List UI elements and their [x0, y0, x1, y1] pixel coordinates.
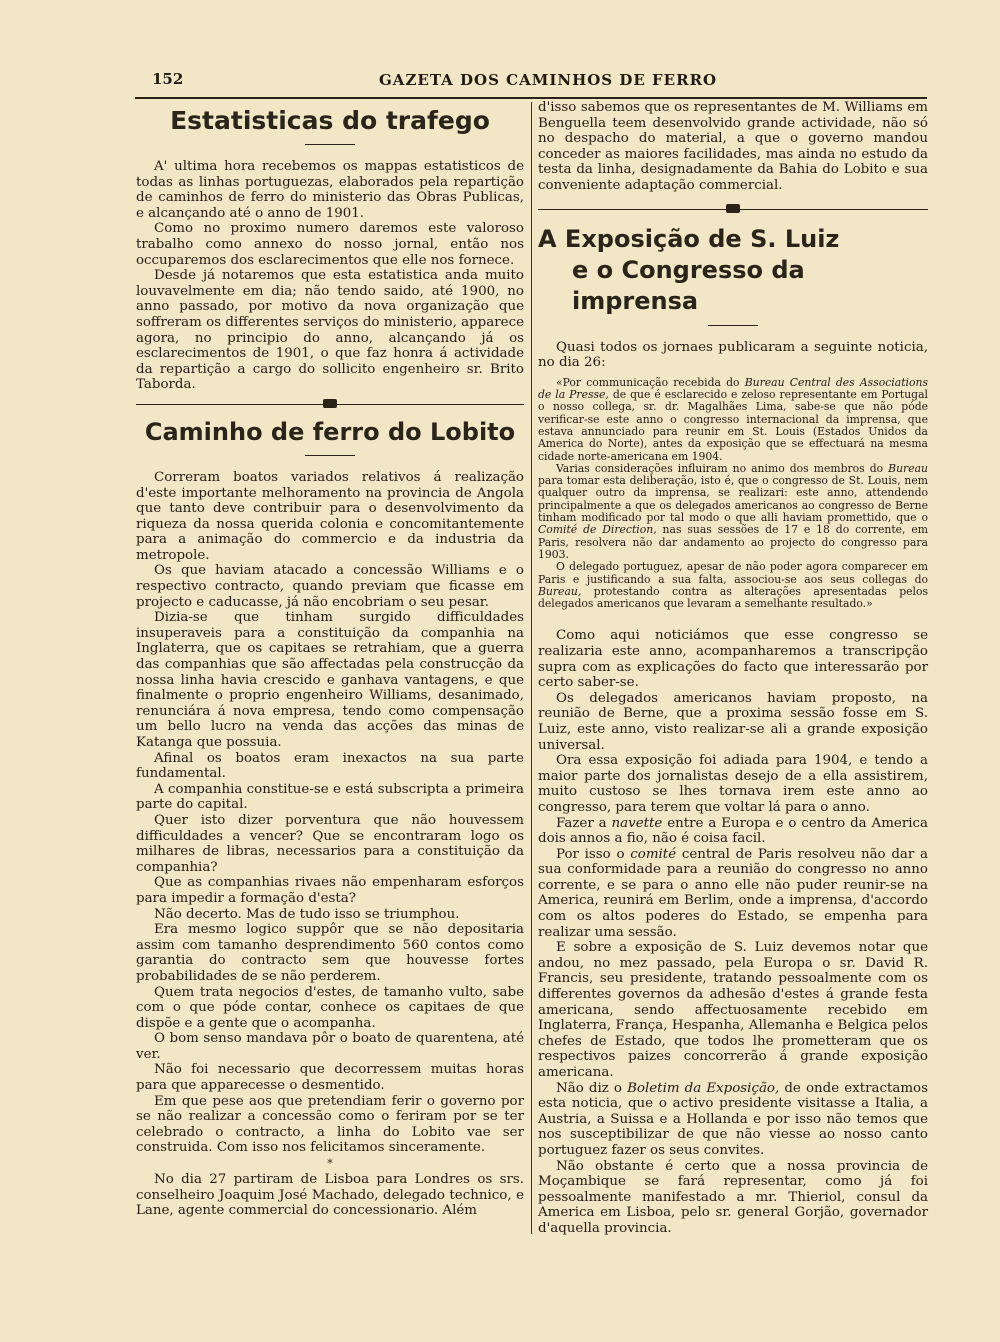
paragraph: No dia 27 partiram de Lisboa para Londres os srs. conselheiro Joaquim José Machado, delegado technico, e Lane, agente commercial do concessionario. Além — [136, 1172, 524, 1219]
title-rule — [305, 144, 355, 145]
paragraph: Ora essa exposição foi adiada para 1904, e tendo a maior parte dos jornalistas desejo de a ella assistirem, muito custoso se lhes tornava irem este anno ao congresso, para terem que voltar lá para o anno. — [538, 753, 928, 815]
ornament-separator — [136, 399, 524, 409]
paragraph: Os delegados americanos haviam proposto, na reunião de Berne, que a proxima sessão fosse em S. Luiz, este anno, visto realizar-se ali a grande exposição universal. — [538, 690, 928, 753]
text-run: central de Paris resolveu não dar a sua conformidade para a reunião do congresso no anno corrente, e se para o anno elle não puder reunir-se na America, reunirá em Berlim, onde a imprensa, d'accordo com os altos poderes do Estado, se empenha para realizar uma sessão. — [538, 846, 928, 940]
paragraph: Quem trata negocios d'estes, de tamanho vulto, sabe com o que póde contar, conhece os capitaes de que dispõe e a gente que o acompanha. — [136, 984, 524, 1031]
title-rule — [305, 455, 355, 456]
title-line-1: A Exposição de S. Luiz — [538, 224, 840, 253]
text-run: Fazer a — [556, 815, 612, 831]
paragraph: Desde já notaremos que esta estatistica anda muito louvavelmente em dia; não tendo saido, até 1900, no anno passado, por motivo da nova organização que soffreram os differentes serviços do ministerio, apparece agora, no principio do anno, alcançando já os esclarecimentos de 1901, o que faz honra á actividade da repartição a cargo do sollicito engenheiro sr. Brito Taborda. — [136, 268, 524, 393]
text-run: de onde extractamos esta noticia, que o activo presidente visitasse a Italia, a Austria, a Suissa e a Hollanda e por isso não temos que nos susceptibilizar de que não viesse ao nosso canto portuguez fazer os seus convites. — [538, 1080, 928, 1158]
paragraph — [538, 1081, 928, 1159]
header-rule — [135, 97, 927, 99]
quote-paragraph — [538, 463, 928, 561]
quote-paragraph — [538, 377, 928, 463]
page-header — [135, 68, 927, 94]
left-column — [136, 100, 524, 1219]
locomotive-ornament-icon — [726, 204, 740, 213]
paragraph — [538, 847, 928, 941]
italic-run: comité — [630, 846, 677, 862]
italic-run: Comité de Direction, — [538, 523, 657, 537]
paragraph — [538, 816, 928, 847]
paragraph: Afinal os boatos eram inexactos na sua parte fundamental. — [136, 750, 524, 782]
text-run: Não diz o — [556, 1080, 628, 1096]
paragraph: Não obstante é certo que a nossa provincia de Moçambique se fará representar, como já foi pessoalmente manifestado a mr. Thieriol, consul da America em Lisboa, pelo sr. general Gorjão, governador d'aquella provincia. — [538, 1158, 928, 1236]
locomotive-ornament-icon — [323, 399, 337, 408]
right-column — [538, 100, 928, 1237]
article-statistics-body — [136, 159, 524, 393]
paragraph: A' ultima hora recebemos os mappas estatisticos de todas as linhas portuguezas, elaborados pela repartição de caminhos de ferro do ministerio das Obras Publicas, e alcançando até o anno de 1901. — [136, 159, 524, 221]
article-title-lobito: Caminho de ferro do Lobito — [144, 417, 516, 446]
title-line-2: e o Congresso da imprensa — [572, 255, 805, 315]
paragraph: E sobre a exposição de S. Luiz devemos notar que andou, no mez passado, pela Europa o sr. David R. Francis, seu presidente, tratando pessoalmente com os differentes governos da adhesão d'estes á grande festa americana, sendo affectuosamente recebido em Inglaterra, França, Hespanha, Allemanha e Belgica pelos chefes de Estado, que todos lhe prometteram que os respectivos paizes concorrerão á grande exposição americana. — [538, 940, 928, 1081]
article-title-exposition — [538, 224, 928, 317]
italic-run: Boletim da Exposição, — [627, 1080, 780, 1096]
article-exposition-body — [538, 628, 928, 1236]
paragraph: Como no proximo numero daremos este valoroso trabalho como annexo do nosso jornal, então nos occuparemos dos esclarecimentos que elle nos fornece. — [136, 221, 524, 268]
paragraph: O bom senso mandava pôr o boato de quarentena, até ver. — [136, 1031, 524, 1062]
paragraph: Quer isto dizer porventura que não houvessem difficuldades a vencer? Que se encontraram logo os milhares de libras, necessarios para a constituição da companhia? — [136, 812, 524, 875]
text-run: «Por communicação recebida do — [556, 375, 745, 389]
article-lobito-body — [136, 470, 524, 1219]
text-run: O delegado portuguez, apesar de não poder agora comparecer em Paris e justificando a sua falta, associou-se aos seus collegas do — [538, 560, 928, 586]
text-run: de que é esclarecido e zeloso representante em Portugal o nosso collega, sr. dr. Magalhães Lima, sabe-se que não póde verificar-se este anno o congresso internacional da imprensa, que estava annunciado para reunir em St. Louis (Estados Unidos da America do Norte), antes da exposição que se effectuará na mesma cidade norte-americana em 1904. — [538, 388, 928, 463]
paragraph: Em que pese aos que pretendiam ferir o governo por se não realizar a concessão como o feriram por se ter celebrado o contracto, a linha do Lobito vae ser construida. Com isso nos felicitamos sinceramente. — [136, 1093, 524, 1156]
paragraph: Como aqui noticiámos que esse congresso se realizaria este anno, acompanharemos a transcripção supra com as explicações do facto que interessarão por certo saber-se. — [538, 628, 928, 691]
italic-run: Bureau Central des Associations de la Presse, — [538, 375, 928, 402]
paragraph: Os que haviam atacado a concessão Williams e o respectivo contracto, quando previam que ficasse em projecto e caducasse, já não encobriam o seu pesar. — [136, 563, 524, 610]
paragraph: Quasi todos os jornaes publicaram a seguinte noticia, no dia 26: — [538, 339, 928, 371]
paragraph: Correram boatos variados relativos á realização d'este importante melhoramento na provincia de Angola que tanto deve contribuir para o desenvolvimento da riqueza da nossa querida colonia e concomitantemente para a animação do commercio e da industria da metropole. — [136, 469, 524, 563]
section-separator: * — [327, 1157, 333, 1171]
italic-run: Bureau — [888, 461, 928, 475]
text-run: Por isso o — [556, 846, 631, 862]
text-run: protestando contra as alterações apresentadas pelos delegados americanos que levaram a semelhante resultado.» — [538, 584, 928, 611]
paragraph-continuation: d'isso sabemos que os representantes de M. Williams em Benguella teem desenvolvido grande actividade, não só no despacho do material, a que o governo mandou conceder as maiores facilidades, mas ainda no estudo da testa da linha, designadamente da Bahia do Lobito e sua conveniente adaptação commercial. — [538, 100, 928, 193]
ornament-separator — [538, 204, 928, 214]
quote-paragraph — [538, 561, 928, 610]
journal-title: GAZETA DOS CAMINHOS DE FERRO — [379, 71, 718, 89]
title-rule — [708, 325, 758, 326]
paragraph: Dizia-se que tinham surgido difficuldades insuperaveis para a constituição da companhia na Inglaterra, que os capitaes se retrahiam, que a guerra das companhias que são affectadas pela construcção da nossa linha havia crescido e ganhava vantagens, e que finalmente o proprio engenheiro Williams, desanimado, renunciára á nova empresa, tendo como compensação um bello lucro na venda das acções das minas de Katanga que possuia. — [136, 610, 524, 750]
text-run: nas suas sessões de 17 e 18 do corrente, em Paris, resolvera não dar andamento ao projecto do congresso para 1903. — [538, 523, 928, 561]
paragraph: Não decerto. Mas de tudo isso se triumphou. — [154, 906, 460, 922]
text-run: para tomar esta deliberação, isto é, que o congresso de St. Louis, nem qualquer outro da imprensa, se realizari: este anno, attendendo principalmente a que os delegados americanos ao congresso de Berne tinham modificado por tal modo o que alli haviam promettido, que o — [538, 474, 928, 525]
quoted-notice — [538, 377, 928, 611]
paragraph: Era mesmo logico suppôr que se não depositaria assim com tamanho desprendimento 560 contos como garantia do contracto sem que houvesse fortes probabilidades de se não perderem. — [136, 922, 524, 984]
article-title-statistics: Estatisticas do trafego — [170, 106, 490, 135]
paragraph: Não foi necessario que decorressem muitas horas para que apparecesse o desmentido. — [136, 1062, 524, 1094]
paragraph: A companhia constitue-se e está subscripta a primeira parte do capital. — [136, 781, 524, 813]
italic-run: Bureau, — [538, 584, 582, 598]
paragraph: Que as companhias rivaes não empenharam esforços para impedir a formação d'esta? — [136, 875, 524, 906]
text-run: Varias considerações influiram no animo dos membros do — [556, 461, 889, 475]
italic-run: navette — [611, 815, 663, 831]
column-divider — [531, 102, 532, 1234]
page-number: 152 — [152, 70, 184, 88]
text-run: entre a Europa e o centro da America dois annos a fio, não é coisa facil. — [538, 815, 928, 847]
